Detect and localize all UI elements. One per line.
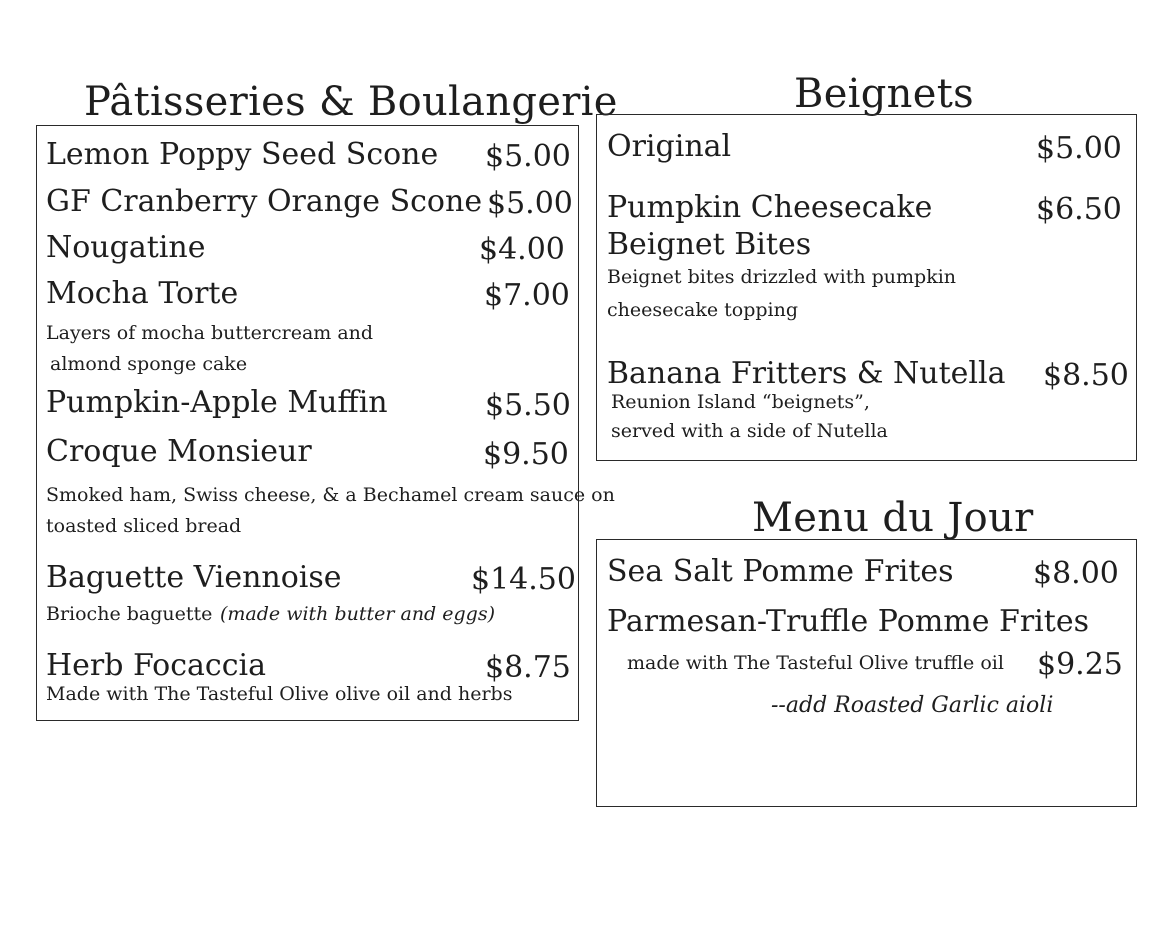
item-description-italic: (made with butter and eggs) xyxy=(220,603,495,625)
item-name: Croque Monsieur xyxy=(46,434,312,469)
item-price: $4.00 xyxy=(479,232,565,267)
beignets-menu-box xyxy=(596,114,1137,461)
item-description: made with The Tasteful Olive truffle oil xyxy=(627,652,1004,674)
item-name: GF Cranberry Orange Scone xyxy=(46,184,483,219)
item-price: $7.00 xyxy=(484,278,570,313)
item-price: $6.50 xyxy=(1036,192,1122,227)
item-name: Lemon Poppy Seed Scone xyxy=(46,137,439,172)
item-price: $8.00 xyxy=(1033,556,1119,591)
item-description: served with a side of Nutella xyxy=(611,420,888,442)
item-description: Reunion Island “beignets”, xyxy=(611,391,870,413)
item-description: Brioche baguette xyxy=(46,603,213,625)
item-price: $5.50 xyxy=(485,388,571,423)
beignets-title: Beignets xyxy=(794,71,974,117)
item-name: Original xyxy=(607,129,732,164)
item-description: Made with The Tasteful Olive olive oil and herbs xyxy=(46,683,513,705)
item-description: almond sponge cake xyxy=(50,353,248,375)
item-price: $5.00 xyxy=(487,186,573,221)
item-description: Beignet bites drizzled with pumpkin xyxy=(607,266,957,288)
item-price: $8.75 xyxy=(485,650,571,685)
item-name: Sea Salt Pomme Frites xyxy=(607,554,954,589)
item-description: Smoked ham, Swiss cheese, & a Bechamel cream sauce on xyxy=(46,484,615,506)
item-description: cheesecake topping xyxy=(607,299,799,321)
item-description: Layers of mocha buttercream and xyxy=(46,322,374,344)
item-add-on-note: --add Roasted Garlic aioli xyxy=(771,693,1054,718)
item-name: Mocha Torte xyxy=(46,276,239,311)
item-price: $14.50 xyxy=(471,562,576,597)
item-name-line2: Beignet Bites xyxy=(607,227,812,262)
item-name: Baguette Viennoise xyxy=(46,560,342,595)
item-price: $5.00 xyxy=(1036,131,1122,166)
menu-du-jour-box xyxy=(596,539,1137,807)
item-name: Herb Focaccia xyxy=(46,648,267,683)
item-name: Nougatine xyxy=(46,230,206,265)
item-name: Parmesan-Truffle Pomme Frites xyxy=(607,604,1089,639)
patisseries-title: Pâtisseries & Boulangerie xyxy=(84,79,618,125)
item-name: Pumpkin Cheesecake xyxy=(607,190,933,225)
item-name: Pumpkin-Apple Muffin xyxy=(46,385,388,420)
item-description: toasted sliced bread xyxy=(46,515,242,537)
menu-du-jour-title: Menu du Jour xyxy=(752,495,1034,541)
item-name: Banana Fritters & Nutella xyxy=(607,356,1006,391)
item-price: $8.50 xyxy=(1043,358,1129,393)
item-price: $5.00 xyxy=(485,139,571,174)
patisseries-menu-box xyxy=(36,125,615,721)
item-price: $9.50 xyxy=(483,437,569,472)
item-price: $9.25 xyxy=(1037,647,1123,682)
